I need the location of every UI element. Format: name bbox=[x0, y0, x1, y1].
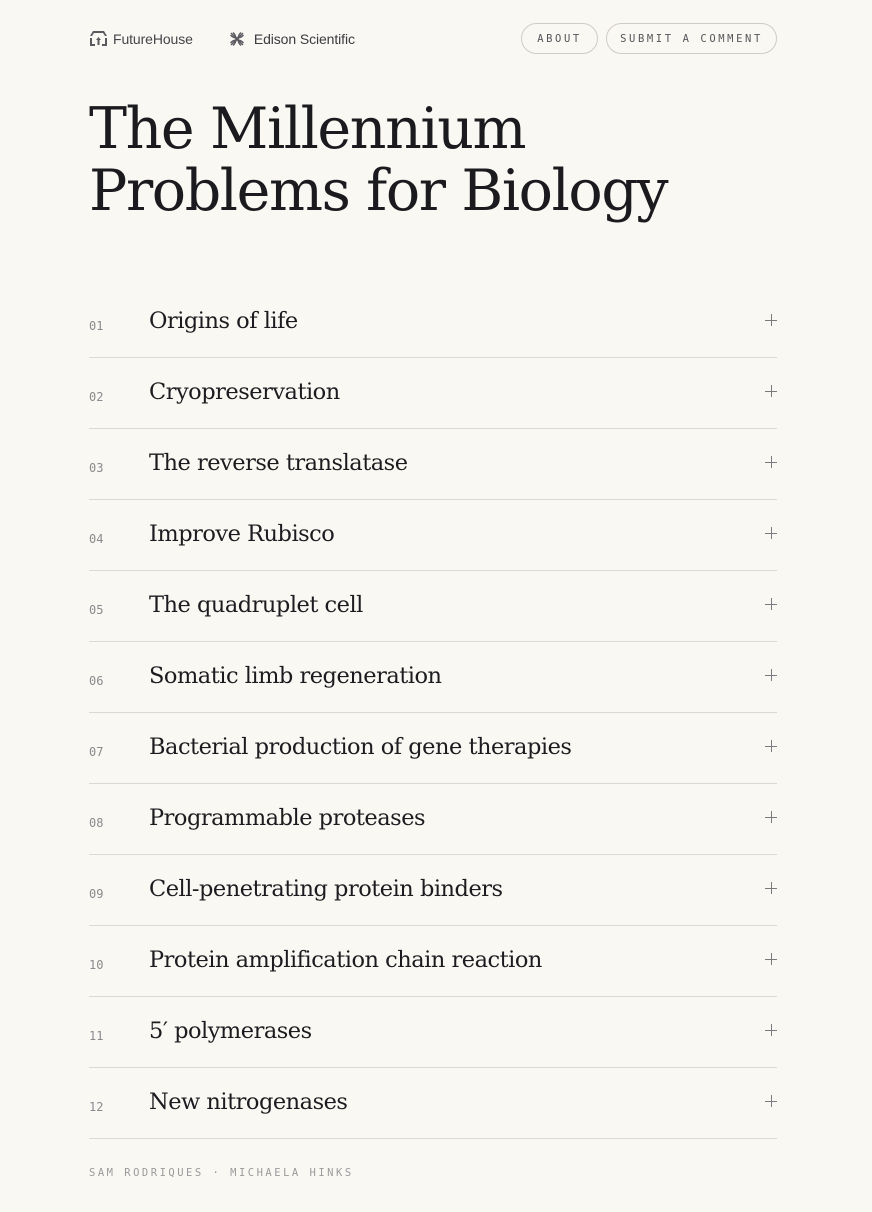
problem-number: 07 bbox=[89, 745, 104, 759]
problem-number: 02 bbox=[89, 390, 104, 404]
problem-number: 04 bbox=[89, 532, 104, 546]
edison-brand-link[interactable] bbox=[229, 31, 355, 47]
plus-icon[interactable] bbox=[765, 598, 777, 610]
problem-number: 05 bbox=[89, 603, 104, 617]
problem-number: 10 bbox=[89, 958, 104, 972]
problem-number: 11 bbox=[89, 1029, 104, 1043]
problem-title: Somatic limb regeneration bbox=[149, 663, 442, 689]
problem-title: Improve Rubisco bbox=[149, 521, 335, 547]
problem-title: 5′ polymerases bbox=[149, 1018, 312, 1044]
header-nav bbox=[521, 23, 777, 54]
problem-title: Protein amplification chain reaction bbox=[149, 947, 542, 973]
footer-authors: SAM RODRIQUES · MICHAELA HINKS bbox=[89, 1167, 354, 1179]
problem-row-09[interactable] bbox=[89, 855, 777, 926]
about-button[interactable]: ABOUT bbox=[521, 23, 598, 54]
problem-title: Cryopreservation bbox=[149, 379, 340, 405]
edison-logo-icon bbox=[229, 31, 245, 47]
plus-icon[interactable] bbox=[765, 1095, 777, 1107]
problem-row-02[interactable] bbox=[89, 358, 777, 429]
problem-number: 03 bbox=[89, 461, 104, 475]
problem-row-06[interactable] bbox=[89, 642, 777, 713]
problem-list bbox=[89, 287, 777, 1139]
problem-title: Programmable proteases bbox=[149, 805, 426, 831]
problem-row-08[interactable] bbox=[89, 784, 777, 855]
problem-row-10[interactable] bbox=[89, 926, 777, 997]
plus-icon[interactable] bbox=[765, 527, 777, 539]
problem-title: The reverse translatase bbox=[149, 450, 408, 476]
problem-title: Cell-penetrating protein binders bbox=[149, 876, 503, 902]
problem-title: Origins of life bbox=[149, 308, 298, 334]
futurehouse-logo-icon bbox=[89, 30, 108, 47]
brand-secondary-name: Edison Scientific bbox=[253, 30, 355, 47]
problem-number: 09 bbox=[89, 887, 104, 901]
problem-row-12[interactable] bbox=[89, 1068, 777, 1139]
plus-icon[interactable] bbox=[765, 953, 777, 965]
plus-icon[interactable] bbox=[765, 456, 777, 468]
problem-row-07[interactable] bbox=[89, 713, 777, 784]
page-title-line-2: Problems for Biology bbox=[89, 158, 668, 224]
problem-row-11[interactable] bbox=[89, 997, 777, 1068]
problem-number: 06 bbox=[89, 674, 104, 688]
page-title bbox=[89, 98, 729, 222]
problem-number: 01 bbox=[89, 319, 104, 333]
problem-number: 08 bbox=[89, 816, 104, 830]
plus-icon[interactable] bbox=[765, 882, 777, 894]
futurehouse-brand-link[interactable] bbox=[89, 30, 193, 47]
site-header bbox=[89, 23, 777, 54]
plus-icon[interactable] bbox=[765, 314, 777, 326]
plus-icon[interactable] bbox=[765, 385, 777, 397]
problem-title: The quadruplet cell bbox=[149, 592, 363, 618]
plus-icon[interactable] bbox=[765, 669, 777, 681]
problem-number: 12 bbox=[89, 1100, 104, 1114]
problem-row-01[interactable] bbox=[89, 287, 777, 358]
plus-icon[interactable] bbox=[765, 740, 777, 752]
problem-row-04[interactable] bbox=[89, 500, 777, 571]
problem-title: Bacterial production of gene therapies bbox=[149, 734, 572, 760]
problem-row-03[interactable] bbox=[89, 429, 777, 500]
page-title-line-1: The Millennium bbox=[89, 96, 526, 162]
plus-icon[interactable] bbox=[765, 1024, 777, 1036]
problem-row-05[interactable] bbox=[89, 571, 777, 642]
brand-primary-name: FutureHouse bbox=[113, 30, 193, 47]
plus-icon[interactable] bbox=[765, 811, 777, 823]
submit-comment-button[interactable]: SUBMIT A COMMENT bbox=[606, 23, 777, 54]
problem-title: New nitrogenases bbox=[149, 1089, 348, 1115]
